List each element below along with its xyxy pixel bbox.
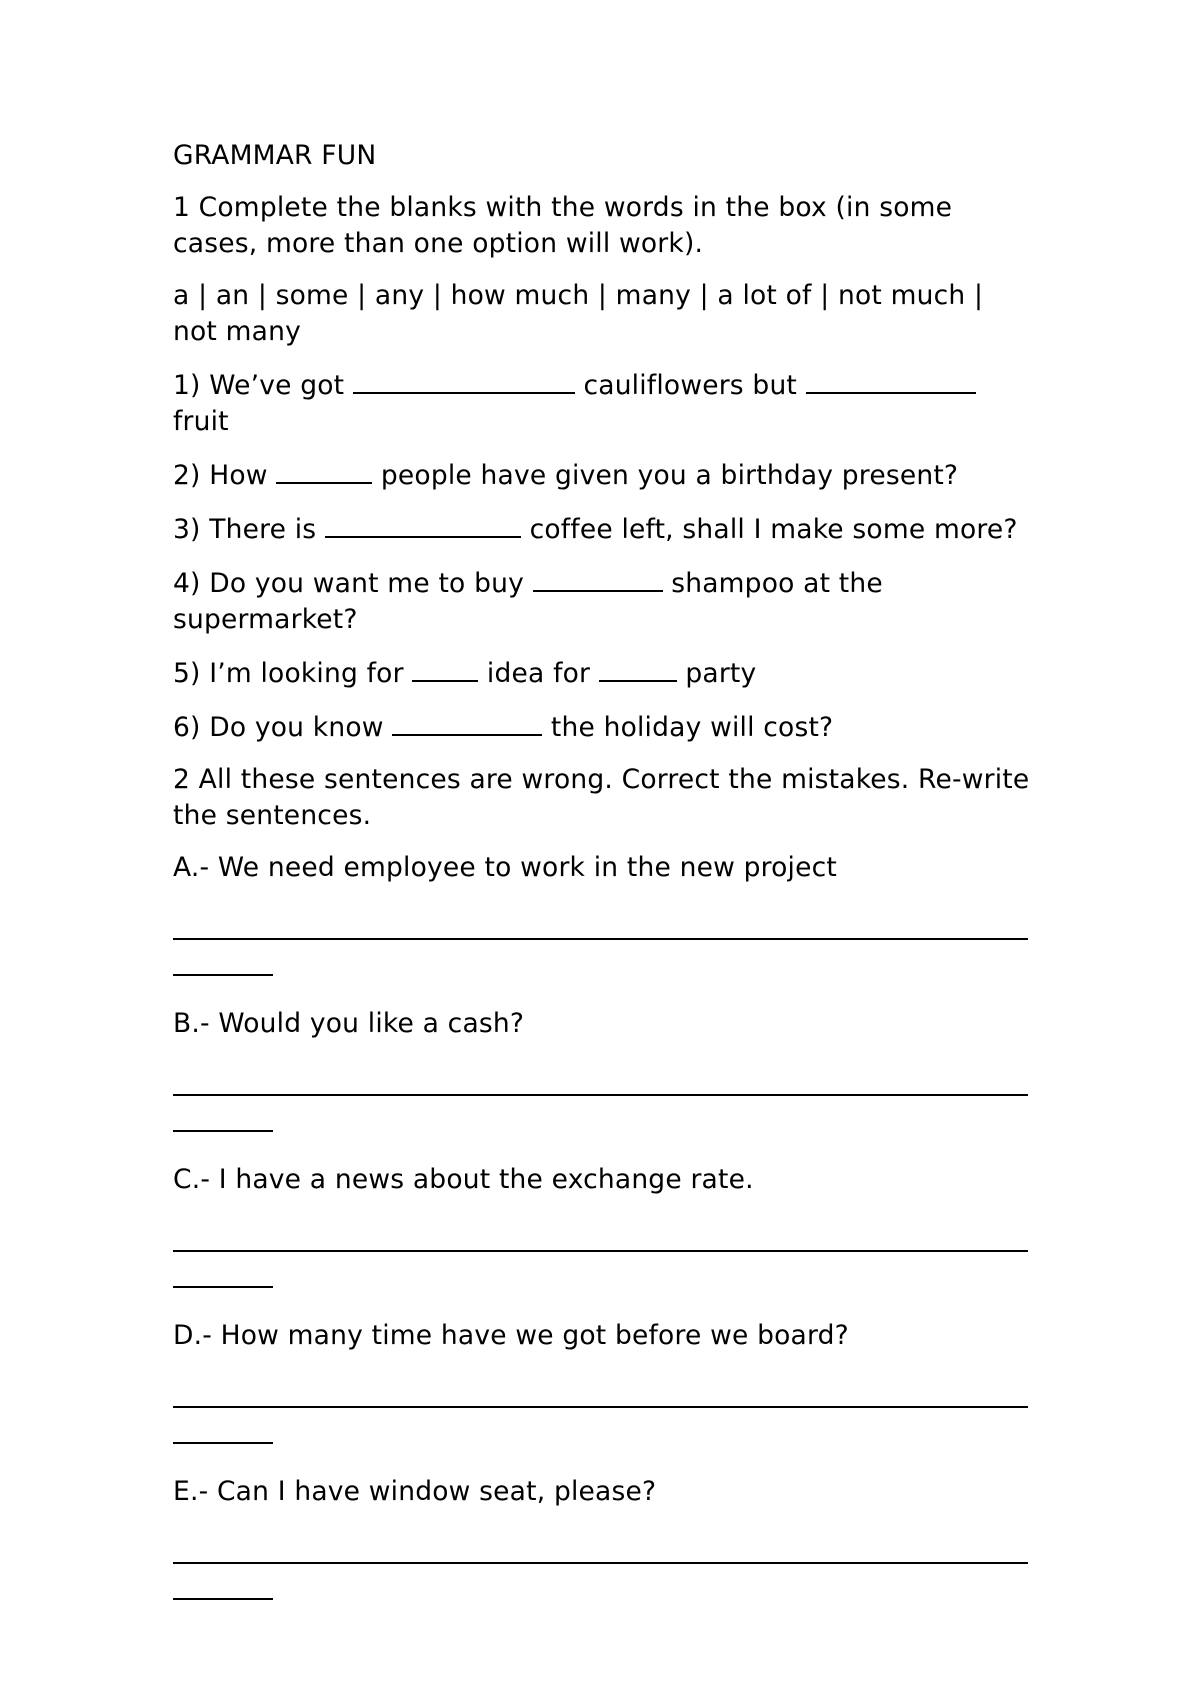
- question-5-text-a: 5) I’m looking for: [173, 658, 413, 689]
- question-6-text-b: the holiday will cost?: [542, 712, 834, 743]
- question-2-text-b: people have given you a birthday present?: [372, 460, 959, 491]
- sentence-e: E.- Can I have window seat, please?: [173, 1476, 657, 1507]
- question-1-text-c: fruit: [173, 406, 229, 437]
- question-6: [173, 708, 1033, 746]
- answer-line: [173, 1562, 1028, 1564]
- question-5-text-b: idea for: [478, 658, 599, 689]
- answer-area-a[interactable]: [173, 886, 1033, 990]
- question-5: [173, 654, 1033, 692]
- exercise-1-instruction: 1 Complete the blanks with the words in the box (in some cases, more than one option will work).: [173, 192, 953, 259]
- question-6-text-a: 6) Do you know: [173, 712, 393, 743]
- answer-area-c[interactable]: [173, 1198, 1033, 1302]
- question-6-blank[interactable]: [392, 708, 542, 736]
- answer-area-b[interactable]: [173, 1042, 1033, 1146]
- worksheet-title: GRAMMAR FUN: [173, 140, 377, 171]
- question-1-text-a: 1) We’ve got: [173, 370, 353, 401]
- question-5-blank-2[interactable]: [599, 654, 677, 682]
- answer-line: [173, 938, 1028, 940]
- question-1-blank-1[interactable]: [353, 366, 575, 394]
- answer-line: [173, 974, 273, 976]
- question-4-text-b: shampoo at the supermarket?: [173, 568, 883, 635]
- question-3-blank[interactable]: [325, 510, 521, 538]
- worksheet-page: [173, 138, 1033, 1630]
- question-1-text-b: cauliflowers but: [574, 370, 806, 401]
- question-3-text-b: coffee left, shall I make some more?: [520, 514, 1018, 545]
- question-4-text-a: 4) Do you want me to buy: [173, 568, 533, 599]
- question-1: [173, 366, 1033, 440]
- question-2: [173, 456, 1033, 494]
- question-3: [173, 510, 1033, 548]
- answer-area-e[interactable]: [173, 1510, 1033, 1614]
- question-2-text-a: 2) How: [173, 460, 277, 491]
- answer-line: [173, 1442, 273, 1444]
- sentence-d: D.- How many time have we got before we board?: [173, 1320, 849, 1351]
- answer-line: [173, 1286, 273, 1288]
- question-4: [173, 564, 1033, 638]
- question-4-blank[interactable]: [533, 564, 663, 592]
- question-1-blank-2[interactable]: [806, 366, 976, 394]
- answer-area-d[interactable]: [173, 1354, 1033, 1458]
- answer-line: [173, 1598, 273, 1600]
- sentence-c: C.- I have a news about the exchange rate.: [173, 1164, 754, 1195]
- question-2-blank[interactable]: [276, 456, 372, 484]
- answer-line: [173, 1130, 273, 1132]
- exercise-2-instruction: 2 All these sentences are wrong. Correct the mistakes. Re-write the sentences.: [173, 764, 1030, 831]
- question-5-blank-1[interactable]: [412, 654, 478, 682]
- answer-line: [173, 1094, 1028, 1096]
- question-3-text-a: 3) There is: [173, 514, 325, 545]
- answer-line: [173, 1406, 1028, 1408]
- answer-line: [173, 1250, 1028, 1252]
- sentence-b: B.- Would you like a cash?: [173, 1008, 525, 1039]
- word-box: a | an | some | any | how much | many | a lot of | not much | not many: [173, 280, 984, 347]
- sentence-a: A.- We need employee to work in the new project: [173, 852, 837, 883]
- question-5-text-c: party: [676, 658, 757, 689]
